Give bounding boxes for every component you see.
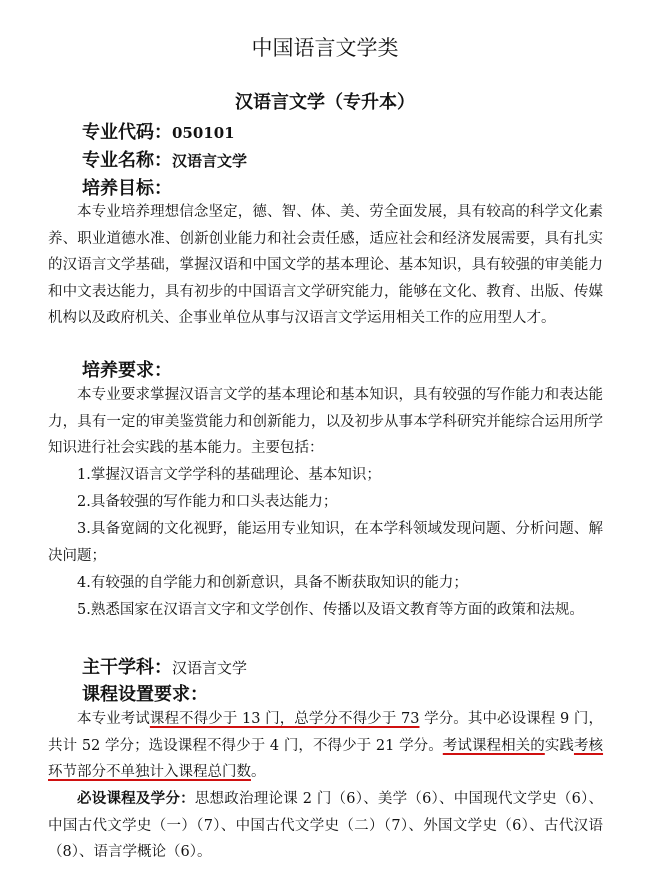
requirement-item: 2.具备较强的写作能力和口头表达能力； [77,494,338,510]
main-subject-label: 主干学科： [82,657,172,678]
underlined-course-count: 课程不得少于 13 门，总学分不得少于 73 [149,711,420,727]
category-title: 中国语言文学类 [251,36,399,60]
course-text-part: 学分。其中必设课程 9 门，共计 52 学分；选设课程不得少于 4 门，不得少于 21 学分。 [48,711,603,754]
goal-heading: 培养目标： [82,178,172,199]
goal-paragraph: 本专业培养理想信念坚定，德、智、体、美、劳全面发展，具有较高的科学文化素养、职业道德水准、创新创业能力和社会责任感，适应社会和经济发展需要，具有扎实的汉语言文学基础，掌握汉语和中国文学的基本理论、基本知识，具有较强的审美能力和中文表达能力，具有初步的中国语言文学研究能力，能够在文化、教育、出版、传媒机构以及政府机关、企事业单位从事与汉语言文学运用相关工作的应用型人才。 [48,204,603,326]
main-subject-value: 汉语言文学 [172,659,248,677]
major-code-label: 专业代码： [82,122,172,143]
requirement-heading: 培养要求： [82,360,172,381]
major-code-line [82,118,235,144]
major-name-value: 汉语言文学 [172,152,248,170]
course-text-part: 实践 [544,737,574,754]
requirement-paragraph: 本专业要求掌握汉语言文学的基本理论和基本知识，具有较强的写作能力和表达能力，具有一定的审美鉴赏能力和创新能力，以及初步从事本学科研究并能综合运用所学知识进行社会实践的基本能力。主要包括： [48,387,603,456]
major-code-value: 050101 [172,124,235,142]
main-subject-line [82,653,247,679]
required-courses-label: 必设课程及学分： [77,790,195,807]
requirement-item: 4.有较强的自学能力和创新意识，具备不断获取知识的能力； [77,575,468,591]
course-text-part: 本专业考试 [77,711,150,727]
course-heading: 课程设置要求： [82,684,208,705]
major-name-label: 专业名称： [82,150,172,171]
course-text-part: 。 [251,764,266,780]
required-courses-text: 思想政治理论课 2 门（6）、美学（6）、中国现代文学史（6）、中国古代文学史（一）（7）、中国古代文学史（二）（7）、外国文学史（6）、古代汉语（8）、语言学概论（6）。 [48,791,604,860]
requirement-item: 5.熟悉国家在汉语言文字和文学创作、传播以及语文教育等方面的政策和法规。 [77,602,584,618]
major-subtitle: 汉语言文学（专升本） [235,92,415,113]
underlined-not-counted: 考核环节部分不单独计入课程总门数 [48,737,604,780]
requirement-item: 1.掌握汉语言文学学科的基础理论、基本知识； [77,467,381,483]
required-courses-paragraph [48,786,603,866]
underlined-exam-related: 考试课程相关的 [442,737,545,754]
major-name-line [82,146,247,172]
course-paragraph [48,706,603,786]
requirement-item: 3.具备宽阔的文化视野，能运用专业知识，在本学科领域发现问题、分析问题、解决问题； [48,521,603,564]
